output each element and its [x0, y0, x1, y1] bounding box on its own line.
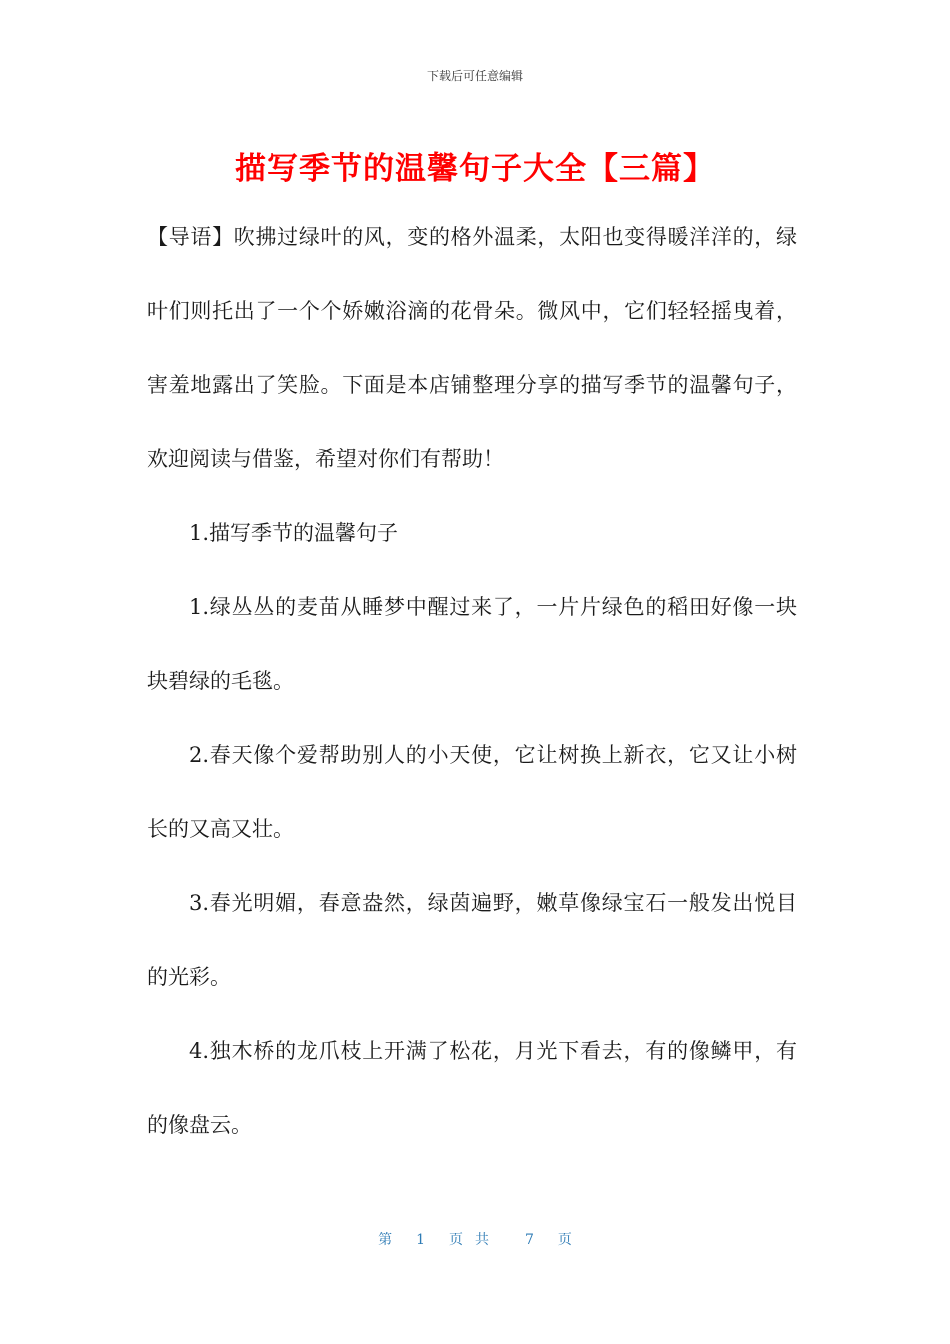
footer-total-pages: 7 — [525, 1232, 534, 1248]
document-title: 描写季节的温馨句子大全【三篇】 — [235, 151, 715, 187]
page-header: 下载后可任意编辑 — [426, 69, 523, 83]
section-heading: 1.描写季节的温馨句子 — [189, 521, 399, 545]
sentence-paragraph: 4.独木桥的龙爪枝上开满了松花，月光下看去，有的像鳞甲，有的像盘云。 — [147, 1039, 797, 1137]
intro-paragraph: 【导语】吹拂过绿叶的风，变的格外温柔，太阳也变得暖洋洋的，绿叶们则托出了一个个娇嫩浴滴的花骨朵。微风中，它们轻轻摇曳着，害羞地露出了笑脸。下面是本店铺整理分享的描写季节的温馨句子，欢迎阅读与借鉴，希望对你们有帮助！ — [147, 225, 797, 471]
sentence-paragraph: 2.春天像个爱帮助别人的小天使，它让树换上新衣，它又让小树长的又高又壮。 — [147, 743, 797, 841]
footer-current-page: 1 — [416, 1232, 425, 1248]
footer-prefix: 第 — [378, 1232, 393, 1248]
sentence-paragraph: 1.绿丛丛的麦苗从睡梦中醒过来了，一片片绿色的稻田好像一块块碧绿的毛毯。 — [147, 595, 797, 693]
sentence-paragraph: 3.春光明媚，春意盎然，绿茵遍野，嫩草像绿宝石一般发出悦目的光彩。 — [147, 891, 797, 989]
footer-suffix: 页 — [557, 1232, 572, 1248]
document-body — [147, 200, 797, 1162]
page-footer — [0, 1229, 950, 1249]
footer-middle: 页共 — [449, 1232, 501, 1248]
